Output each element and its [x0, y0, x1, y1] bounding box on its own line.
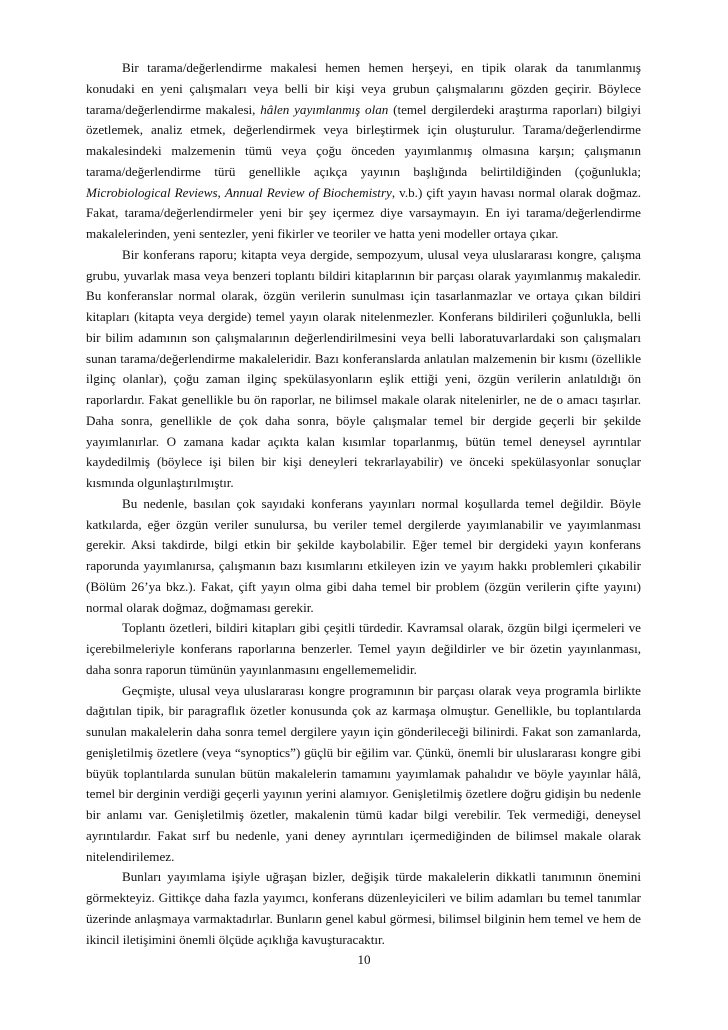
- journal-title-annual-review-biochemistry: Annual Review of Biochemistry: [224, 184, 392, 200]
- paragraph-1-part-1: Bir tarama/değerlendirme makalesi hemen hemen herşeyi, en tipik olarak da tanımlanmış konudaki en yeni çalışmaları veya belli bir kişi veya grubun çalışmalarını gözden geçirir. Böylece tarama/değerlendirme makalesi,: [86, 60, 641, 117]
- paragraph-conference-reports: Bir konferans raporu; kitapta veya dergide, sempozyum, ulusal veya uluslararası kongre, çalışma grubu, yuvarlak masa veya benzeri toplantı bildiri kitaplarının bir parçası olarak yayımlanmış makaledir. Bu konferanslar normal olarak, özgün verilerin sunulması için tasarlanmazlar ve ortaya çıkan bildiri kitapları (kitapta veya dergide) temel yayın olarak nitelenmezler. Konferans bildirileri çoğunlukla, belli bir bilim adamının son çalışmalarının değerlendirilmesini veya belli laboratuvarlardaki son çalışmaları sunan tarama/değerlendirme makaleleridir. Bazı konferanslarda anlatılan malzemenin bir kısmı (özellikle ilginç olanlar), çoğu zaman ilginç spekülasyonların eşlik ettiği yeni, özgün verilerin anlatıldığı ön raporlardır. Fakat genellikle bu ön raporlar, ne bilimsel makale olarak nitelenirler, ne de o amacı taşırlar. Daha sonra, genellikle de çok daha sonra, böyle çalışmalar temel bir dergide geçerli bir şekilde yayımlanırlar. O zamana kadar açıkta kalan kısımlar toparlanmış, bütün temel deneysel ayrıntılar kaydedilmiş (böylece işi bilen bir kişi deneyleri tekrarlayabilir) ve önceki spekülasyonlar sonuçlar kısmında olgunlaştırılmıştır.: [86, 246, 641, 490]
- paragraph-1-part-3: (temel dergilerdeki araştırma raporları) bilgiyi özetlemek, analiz etmek, değerlendirmek veya birleştirmek için oluşturulur. Tarama/değerlendirme makalesindeki malzemenin tümü veya çoğu önceden yayımlanmış olmasına karşın; çalışmanın tarama/değerlendirme türü genellikle açıkça yayının başlığında belirtildiğinden (çoğunlukla;: [86, 101, 642, 179]
- paragraph-meeting-abstracts: Toplantı özetleri, bildiri kitapları gibi çeşitli türdedir. Kavramsal olarak, özgün bilgi içermeleri ve içerebilmeleriyle konferans raporlarına benzerler. Temel yayın değildirler ve bir özetin yayınlanması, daha sonra raporun tümünün yayınlanmasını engellememelidir.: [86, 620, 641, 677]
- paragraph-1-part-5: ,: [217, 184, 225, 200]
- paragraph-1-italic-phrase: hâlen yayımlanmış olan: [260, 101, 389, 117]
- paragraph-extended-abstracts: Geçmişte, ulusal veya uluslararası kongre programının bir parçası olarak veya programla birlikte dağıtılan tipik, bir paragraflık özetler konusunda çok az karmaşa olmuştur. Genellikle, bu toplantılarda sunulan makalelerin daha sonra temel dergilere yayın için gönderileceği bilinirdi. Fakat son zamanlarda, genişletilmiş özetlere (veya “synoptics”) güçlü bir eğilim var. Çünkü, önemli bir uluslararası kongre gibi büyük toplantılarda sunulan bütün makalelerin tamamını yayımlamak pahalıdır ve böyle yayınlar hâlâ, temel bir derginin verdiği geçerli yayının yerini alamıyor. Genişletilmiş özetlere doğru gidişin bu nedenle bir anlamı var. Genişletilmiş özetler, makalenin tümü kadar bilgi verebilir. Tek vermediği, deneysel ayrıntılardır. Fakat sırf bu nedenle, yani deney ayrıntıları içermediğinden de bilimsel makale olarak nitelendirilemez.: [86, 682, 641, 864]
- paragraph-1-part-7: , v.b.) çift yayın havası normal olarak doğmaz. Fakat, tarama/değerlendirmeler yeni bir şey içermez diye varsaymayın. En iyi tarama/değerlendirme makalelerinden, yeni sentezler, yeni fikirler ve teoriler ve hatta yeni modeller ortaya çıkar.: [86, 184, 641, 241]
- paragraph-review-articles: [86, 58, 641, 245]
- journal-title-microbiological-reviews: Microbiological Reviews: [86, 184, 218, 200]
- page-body: [86, 58, 641, 950]
- paragraph-conference-publications: Bu nedenle, basılan çok sayıdaki konferans yayınları normal koşullarda temel değildir. Böyle katkılarda, eğer özgün veriler sunulursa, bu veriler temel dergilerde yayımlanabilir ve yayımlanması gerekir. Aksi takdirde, bilgi etkin bir şekilde kaybolabilir. Eğer temel bir dergideki yayın konferans raporunda yayımlanırsa, çalışmanın bazı kısımlarını etkileyen izin ve yayım hakkı problemleri çıkabilir (Bölüm 26’ya bkz.). Fakat, çift yayın olma gibi daha temel bir problem (özgün verilerin çifte yayını) normal olarak doğmaz, doğmaması gerekir.: [86, 495, 641, 615]
- page-number: 10: [357, 952, 371, 967]
- paragraph-conclusion: Bunları yayımlama işiyle uğraşan bizler, değişik türde makalelerin dikkatli tanımının önemini görmekteyiz. Gittikçe daha fazla yayımcı, konferans düzenleyicileri ve bilim adamları bu temel tanımlar üzerinde anlaşmaya varmaktadırlar. Bunların genel kabul görmesi, bilimsel bilginin hem temel ve hem de ikincil iletişimini önemli ölçüde açıklığa kavuşturacaktır.: [86, 869, 641, 947]
